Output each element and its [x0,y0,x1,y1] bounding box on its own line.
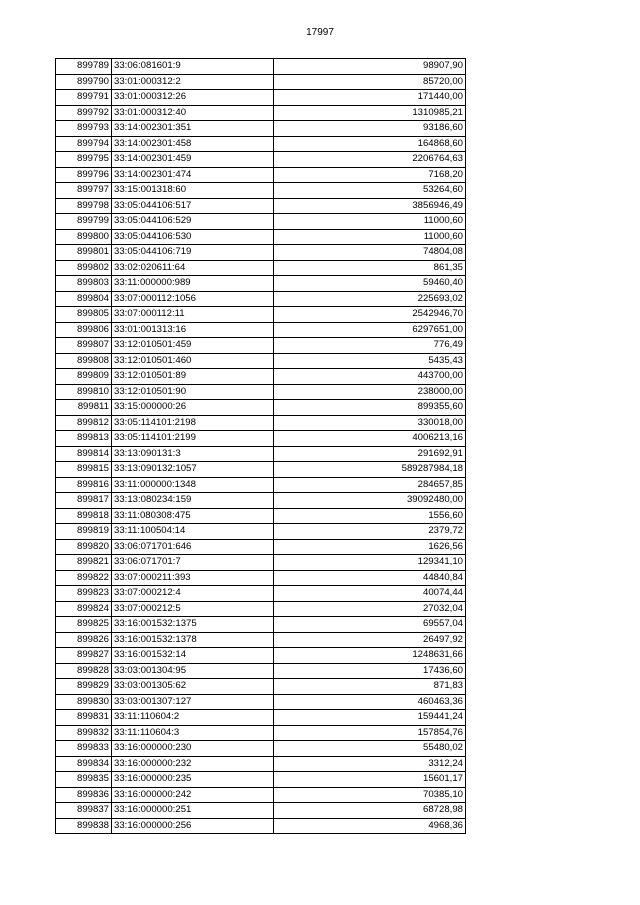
row-id-cell: 899821 [56,555,112,571]
row-id-cell: 899816 [56,477,112,493]
cadastral-value-cell: 861,35 [274,260,466,276]
cadastral-value-cell: 98907,90 [274,59,466,75]
row-id-cell: 899814 [56,446,112,462]
cadastral-value-cell: 55480,02 [274,741,466,757]
table-row [56,167,466,183]
cadastral-value-cell: 59460,40 [274,276,466,292]
cadastral-number-cell: 33:15:000000:26 [112,400,274,416]
table-row [56,121,466,137]
cadastral-value-cell: 330018,00 [274,415,466,431]
cadastral-number-cell: 33:05:044106:517 [112,198,274,214]
cadastral-number-cell: 33:14:002301:474 [112,167,274,183]
row-id-cell: 899836 [56,787,112,803]
row-id-cell: 899826 [56,632,112,648]
table-row [56,90,466,106]
page-number: 17997 [306,27,334,38]
row-id-cell: 899838 [56,818,112,834]
cadastral-value-cell: 17436,60 [274,663,466,679]
cadastral-number-cell: 33:05:044106:530 [112,229,274,245]
table-row [56,539,466,555]
cadastral-number-cell: 33:16:001532:1378 [112,632,274,648]
row-id-cell: 899819 [56,524,112,540]
table-row [56,276,466,292]
row-id-cell: 899801 [56,245,112,261]
cadastral-value-cell: 871,83 [274,679,466,695]
table-row [56,105,466,121]
table-row [56,74,466,90]
cadastral-value-cell: 164868,60 [274,136,466,152]
row-id-cell: 899813 [56,431,112,447]
table-body [56,59,466,834]
cadastral-value-cell: 159441,24 [274,710,466,726]
cadastral-number-cell: 33:14:002301:458 [112,136,274,152]
row-id-cell: 899805 [56,307,112,323]
cadastral-number-cell: 33:05:114101:2198 [112,415,274,431]
row-id-cell: 899795 [56,152,112,168]
row-id-cell: 899829 [56,679,112,695]
cadastral-value-cell: 5435,43 [274,353,466,369]
table-row [56,508,466,524]
cadastral-number-cell: 33:16:000000:232 [112,756,274,772]
cadastral-value-cell: 1626,56 [274,539,466,555]
table-row [56,632,466,648]
table-row [56,570,466,586]
cadastral-number-cell: 33:16:000000:251 [112,803,274,819]
table-row [56,322,466,338]
cadastral-number-cell: 33:05:114101:2199 [112,431,274,447]
cadastral-value-cell: 2206764,63 [274,152,466,168]
cadastral-value-cell: 53264,60 [274,183,466,199]
table-row [56,772,466,788]
cadastral-number-cell: 33:16:001532:1375 [112,617,274,633]
table-row [56,59,466,75]
row-id-cell: 899815 [56,462,112,478]
row-id-cell: 899817 [56,493,112,509]
cadastral-value-cell: 4968,36 [274,818,466,834]
cadastral-value-cell: 2542946,70 [274,307,466,323]
table-row [56,245,466,261]
row-id-cell: 899806 [56,322,112,338]
row-id-cell: 899834 [56,756,112,772]
row-id-cell: 899807 [56,338,112,354]
cadastral-number-cell: 33:16:001532:14 [112,648,274,664]
cadastral-value-cell: 68728,98 [274,803,466,819]
cadastral-number-cell: 33:15:001318:60 [112,183,274,199]
cadastral-value-cell: 27032,04 [274,601,466,617]
row-id-cell: 899832 [56,725,112,741]
table-row [56,710,466,726]
table-row [56,291,466,307]
table-row [56,477,466,493]
table-row [56,415,466,431]
table-row [56,694,466,710]
cadastral-value-cell: 1248631,66 [274,648,466,664]
cadastral-number-cell: 33:03:001304:95 [112,663,274,679]
row-id-cell: 899837 [56,803,112,819]
table-row [56,462,466,478]
cadastral-number-cell: 33:13:080234:159 [112,493,274,509]
cadastral-value-cell: 40074,44 [274,586,466,602]
table-row [56,679,466,695]
table-row [56,818,466,834]
cadastral-value-cell: 44840,84 [274,570,466,586]
row-id-cell: 899835 [56,772,112,788]
table-row [56,214,466,230]
cadastral-number-cell: 33:02:020611:64 [112,260,274,276]
cadastral-value-cell: 93186,60 [274,121,466,137]
table-row [56,152,466,168]
cadastral-value-cell: 899355,60 [274,400,466,416]
cadastral-value-cell: 1556,60 [274,508,466,524]
table-row [56,338,466,354]
table-row [56,260,466,276]
cadastral-number-cell: 33:05:044106:529 [112,214,274,230]
cadastral-number-cell: 33:11:000000:1348 [112,477,274,493]
cadastral-number-cell: 33:01:000312:2 [112,74,274,90]
cadastral-value-cell: 74804,08 [274,245,466,261]
table-row [56,198,466,214]
table-row [56,183,466,199]
cadastral-value-cell: 589287984,18 [274,462,466,478]
table-row [56,307,466,323]
cadastral-number-cell: 33:07:000212:4 [112,586,274,602]
cadastral-value-cell: 3856946,49 [274,198,466,214]
table-row [56,601,466,617]
row-id-cell: 899820 [56,539,112,555]
cadastral-number-cell: 33:12:010501:90 [112,384,274,400]
cadastral-value-cell: 11000,60 [274,229,466,245]
cadastral-number-cell: 33:11:000000:989 [112,276,274,292]
cadastral-number-cell: 33:11:100504:14 [112,524,274,540]
table-row [56,400,466,416]
cadastral-number-cell: 33:03:001305:62 [112,679,274,695]
cadastral-value-cell: 7168,20 [274,167,466,183]
cadastral-number-cell: 33:05:044106:719 [112,245,274,261]
table-row [56,369,466,385]
row-id-cell: 899792 [56,105,112,121]
cadastral-value-cell: 4006213,16 [274,431,466,447]
table-row [56,756,466,772]
cadastral-number-cell: 33:11:080308:475 [112,508,274,524]
cadastral-value-cell: 443700,00 [274,369,466,385]
row-id-cell: 899827 [56,648,112,664]
cadastral-number-cell: 33:06:071701:7 [112,555,274,571]
cadastral-value-cell: 225693,02 [274,291,466,307]
row-id-cell: 899830 [56,694,112,710]
table-row [56,803,466,819]
cadastral-number-cell: 33:06:071701:646 [112,539,274,555]
row-id-cell: 899803 [56,276,112,292]
cadastral-value-cell: 238000,00 [274,384,466,400]
table-row [56,229,466,245]
cadastral-number-cell: 33:14:002301:351 [112,121,274,137]
row-id-cell: 899833 [56,741,112,757]
table-row [56,431,466,447]
row-id-cell: 899811 [56,400,112,416]
cadastral-value-cell: 69557,04 [274,617,466,633]
cadastral-value-cell: 15601,17 [274,772,466,788]
table-row [56,617,466,633]
cadastral-value-cell: 776,49 [274,338,466,354]
cadastral-number-cell: 33:16:000000:235 [112,772,274,788]
cadastral-value-cell: 70385,10 [274,787,466,803]
table-row [56,524,466,540]
cadastral-value-cell: 284657,85 [274,477,466,493]
cadastral-number-cell: 33:01:000312:40 [112,105,274,121]
table-row [56,555,466,571]
cadastral-number-cell: 33:16:000000:242 [112,787,274,803]
cadastral-value-cell: 157854,76 [274,725,466,741]
cadastral-value-cell: 39092480,00 [274,493,466,509]
cadastral-number-cell: 33:07:000211:393 [112,570,274,586]
table-row [56,353,466,369]
cadastral-number-cell: 33:12:010501:89 [112,369,274,385]
row-id-cell: 899793 [56,121,112,137]
cadastral-value-table [55,58,466,834]
row-id-cell: 899798 [56,198,112,214]
table-row [56,446,466,462]
cadastral-value-cell: 1310985,21 [274,105,466,121]
table-row [56,384,466,400]
table-row [56,493,466,509]
cadastral-number-cell: 33:03:001307:127 [112,694,274,710]
row-id-cell: 899825 [56,617,112,633]
row-id-cell: 899828 [56,663,112,679]
row-id-cell: 899809 [56,369,112,385]
table-row [56,725,466,741]
cadastral-value-cell: 460463,36 [274,694,466,710]
row-id-cell: 899824 [56,601,112,617]
row-id-cell: 899822 [56,570,112,586]
row-id-cell: 899790 [56,74,112,90]
cadastral-number-cell: 33:12:010501:460 [112,353,274,369]
table-row [56,136,466,152]
table-row [56,586,466,602]
row-id-cell: 899797 [56,183,112,199]
table-row [56,648,466,664]
row-id-cell: 899796 [56,167,112,183]
cadastral-value-cell: 171440,00 [274,90,466,106]
row-id-cell: 899794 [56,136,112,152]
cadastral-number-cell: 33:01:000312:26 [112,90,274,106]
cadastral-value-cell: 26497,92 [274,632,466,648]
table-row [56,741,466,757]
table-row [56,787,466,803]
row-id-cell: 899823 [56,586,112,602]
table-row [56,663,466,679]
cadastral-number-cell: 33:07:000212:5 [112,601,274,617]
row-id-cell: 899789 [56,59,112,75]
cadastral-value-cell: 129341,10 [274,555,466,571]
cadastral-value-cell: 291692,91 [274,446,466,462]
cadastral-number-cell: 33:07:000112:11 [112,307,274,323]
row-id-cell: 899791 [56,90,112,106]
row-id-cell: 899818 [56,508,112,524]
cadastral-number-cell: 33:16:000000:230 [112,741,274,757]
row-id-cell: 899808 [56,353,112,369]
cadastral-number-cell: 33:11:110604:3 [112,725,274,741]
cadastral-number-cell: 33:11:110604:2 [112,710,274,726]
row-id-cell: 899802 [56,260,112,276]
cadastral-number-cell: 33:14:002301:459 [112,152,274,168]
cadastral-number-cell: 33:13:090132:1057 [112,462,274,478]
cadastral-value-cell: 3312,24 [274,756,466,772]
cadastral-number-cell: 33:06:081601:9 [112,59,274,75]
cadastral-value-cell: 85720,00 [274,74,466,90]
cadastral-value-cell: 11000,60 [274,214,466,230]
cadastral-number-cell: 33:12:010501:459 [112,338,274,354]
cadastral-number-cell: 33:13:090131:3 [112,446,274,462]
cadastral-value-cell: 6297651,00 [274,322,466,338]
row-id-cell: 899800 [56,229,112,245]
row-id-cell: 899831 [56,710,112,726]
row-id-cell: 899799 [56,214,112,230]
cadastral-number-cell: 33:07:000112:1056 [112,291,274,307]
cadastral-number-cell: 33:16:000000:256 [112,818,274,834]
cadastral-number-cell: 33:01:001313:16 [112,322,274,338]
row-id-cell: 899804 [56,291,112,307]
row-id-cell: 899810 [56,384,112,400]
row-id-cell: 899812 [56,415,112,431]
cadastral-value-cell: 2379,72 [274,524,466,540]
